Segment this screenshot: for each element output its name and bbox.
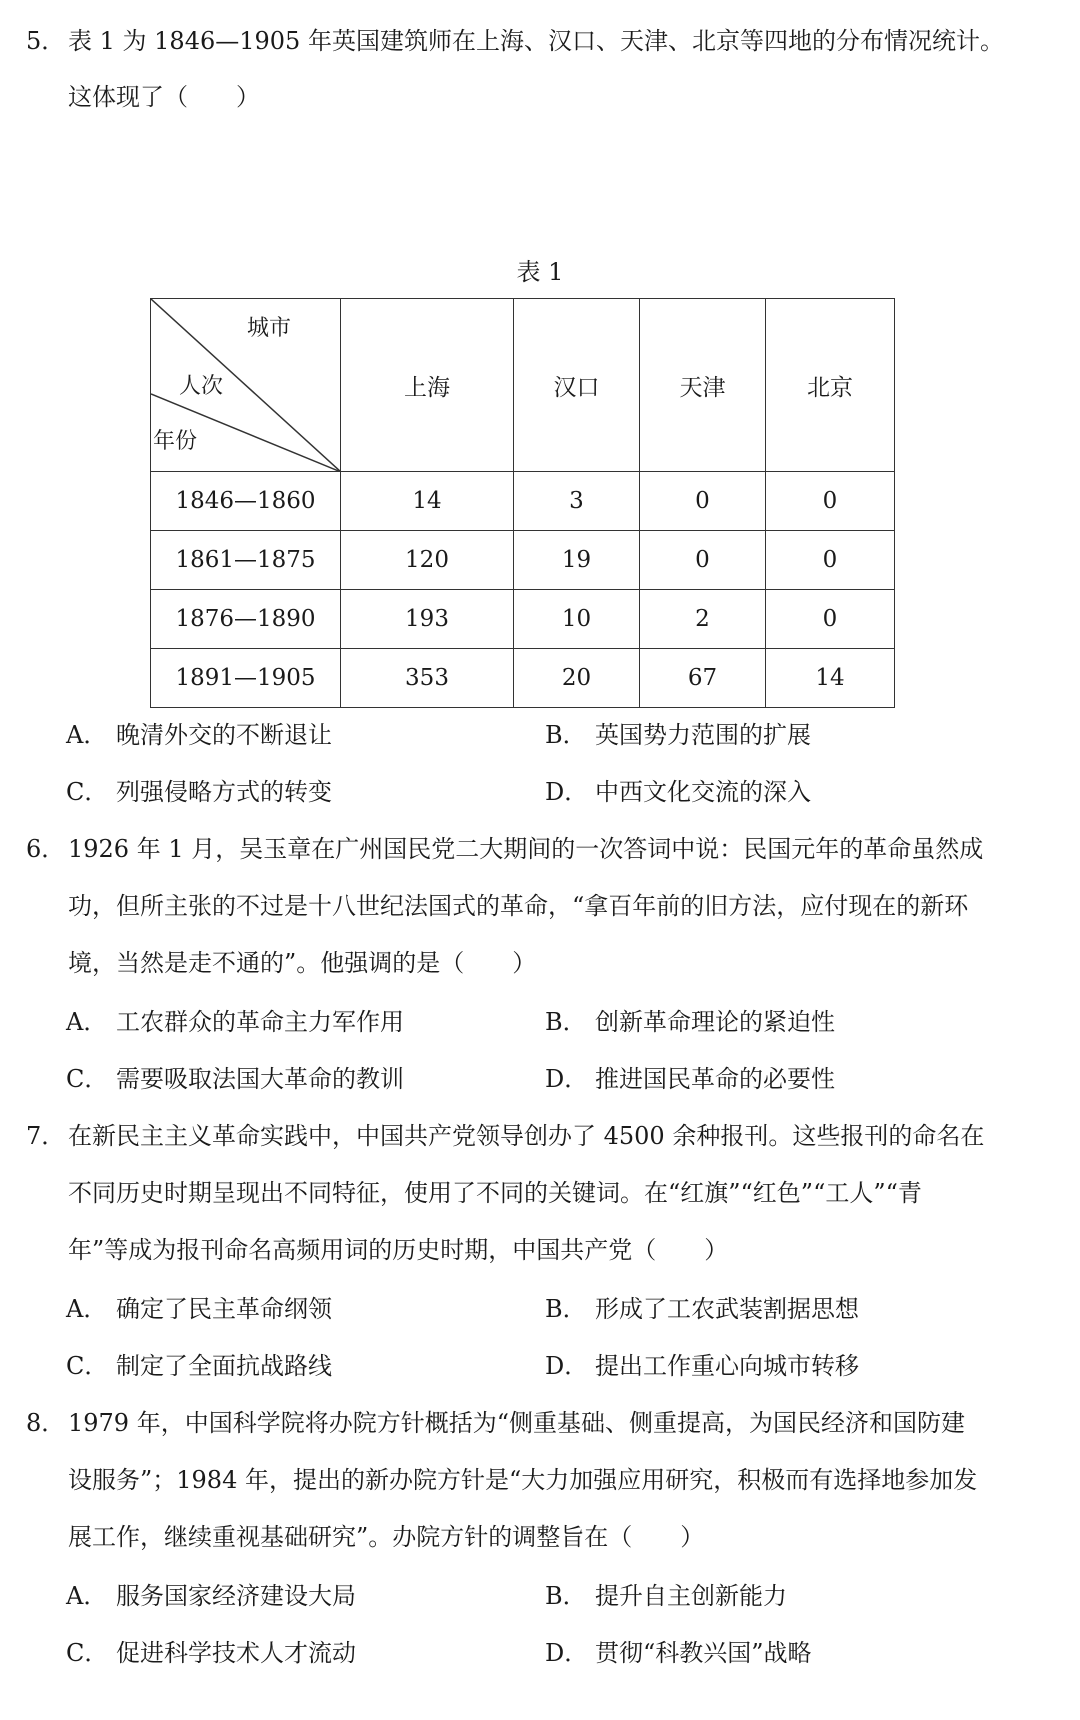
q6-option-d <box>545 1062 835 1096</box>
corner-label-count: 人次 <box>179 374 224 399</box>
corner-label-year: 年份 <box>153 429 198 454</box>
table-cell: 14 <box>766 649 895 708</box>
option-text: 列强侵略方式的转变 <box>116 778 332 806</box>
option-letter: A． <box>66 1008 108 1036</box>
table-header-row <box>151 299 895 472</box>
table-cell: 193 <box>341 590 514 649</box>
q5-stem-text-1: 表 1 为 1846—1905 年英国建筑师在上海、汉口、天津、北京等四地的分布情况统计。 <box>68 27 1004 55</box>
q7-number: 7． <box>26 1122 66 1150</box>
table-cell: 20 <box>514 649 640 708</box>
table-cell: 3 <box>514 472 640 531</box>
q8-stem-line3: 展工作，继续重视基础研究”。办院方针的调整旨在（ ） <box>68 1523 705 1551</box>
q5-option-a <box>66 718 332 752</box>
table-cell: 0 <box>766 590 895 649</box>
table-row <box>151 531 895 590</box>
q8-stem-text-1: 1979 年，中国科学院将办院方针概括为“侧重基础、侧重提高，为国民经济和国防建 <box>68 1409 965 1437</box>
q5-option-d <box>545 775 811 809</box>
table-cell: 0 <box>766 472 895 531</box>
option-letter: B． <box>545 721 587 749</box>
option-text: 中西文化交流的深入 <box>595 778 811 806</box>
table-cell: 0 <box>766 531 895 590</box>
data-table <box>150 298 895 708</box>
option-text: 英国势力范围的扩展 <box>595 721 811 749</box>
column-header: 北京 <box>766 299 895 472</box>
table-cell: 2 <box>640 590 766 649</box>
row-period: 1861—1875 <box>151 531 341 590</box>
option-letter: A． <box>66 721 108 749</box>
q7-stem-text-1: 在新民主主义革命实践中，中国共产党领导创办了 4500 余种报刊。这些报刊的命名在 <box>68 1122 985 1150</box>
q6-stem-text-1: 1926 年 1 月，吴玉章在广州国民党二大期间的一次答词中说：民国元年的革命虽然成 <box>68 835 984 863</box>
q8-option-d <box>545 1636 812 1670</box>
table-corner-cell <box>151 299 341 472</box>
q8-stem-line2: 设服务”；1984 年，提出的新办院方针是“大力加强应用研究，积极而有选择地参加发 <box>68 1466 978 1494</box>
option-letter: D． <box>545 1352 589 1380</box>
q8-option-c <box>66 1636 356 1670</box>
row-period: 1846—1860 <box>151 472 341 531</box>
q6-number: 6． <box>26 835 66 863</box>
table-cell: 120 <box>341 531 514 590</box>
row-period: 1891—1905 <box>151 649 341 708</box>
q6-stem-line3: 境，当然是走不通的”。他强调的是（ ） <box>68 949 537 977</box>
option-letter: D． <box>545 778 589 806</box>
option-letter: C． <box>66 1065 109 1093</box>
q5-option-b <box>545 718 811 752</box>
option-text: 服务国家经济建设大局 <box>116 1582 356 1610</box>
table-row <box>151 472 895 531</box>
q5-stem-line1 <box>26 24 1004 58</box>
option-text: 贯彻“科教兴国”战略 <box>595 1639 812 1667</box>
q8-stem-line1 <box>26 1406 965 1440</box>
table-cell: 14 <box>341 472 514 531</box>
column-header: 汉口 <box>514 299 640 472</box>
corner-label-city: 城市 <box>247 316 292 341</box>
q5-stem-line2: 这体现了（ ） <box>68 83 260 111</box>
q7-option-b <box>545 1292 859 1326</box>
option-text: 确定了民主革命纲领 <box>116 1295 332 1323</box>
q6-option-a <box>66 1005 404 1039</box>
q5-number: 5． <box>26 27 66 55</box>
table-cell: 0 <box>640 472 766 531</box>
table-cell: 67 <box>640 649 766 708</box>
q7-option-d <box>545 1349 859 1383</box>
option-letter: B． <box>545 1582 587 1610</box>
q7-option-a <box>66 1292 332 1326</box>
table-cell: 10 <box>514 590 640 649</box>
option-letter: C． <box>66 778 109 806</box>
option-text: 提升自主创新能力 <box>595 1582 787 1610</box>
option-text: 制定了全面抗战路线 <box>116 1352 332 1380</box>
q7-stem-line1 <box>26 1119 984 1153</box>
q8-option-b <box>545 1579 787 1613</box>
table-row <box>151 649 895 708</box>
option-text: 需要吸取法国大革命的教训 <box>116 1065 404 1093</box>
column-header: 上海 <box>341 299 514 472</box>
option-letter: A． <box>66 1295 108 1323</box>
q6-stem-line1 <box>26 832 983 866</box>
q5-option-c <box>66 775 332 809</box>
option-text: 促进科学技术人才流动 <box>116 1639 356 1667</box>
q6-option-b <box>545 1005 835 1039</box>
table-cell: 353 <box>341 649 514 708</box>
q7-option-c <box>66 1349 332 1383</box>
q7-stem-line2: 不同历史时期呈现出不同特征，使用了不同的关键词。在“红旗”“红色”“工人”“青 <box>68 1179 922 1207</box>
table-cell: 0 <box>640 531 766 590</box>
option-letter: D． <box>545 1639 589 1667</box>
option-text: 形成了工农武装割据思想 <box>595 1295 859 1323</box>
option-letter: C． <box>66 1639 109 1667</box>
q8-option-a <box>66 1579 356 1613</box>
option-text: 工农群众的革命主力军作用 <box>116 1008 404 1036</box>
option-text: 晚清外交的不断退让 <box>116 721 332 749</box>
table-row <box>151 590 895 649</box>
option-text: 创新革命理论的紧迫性 <box>595 1008 835 1036</box>
option-letter: D． <box>545 1065 589 1093</box>
row-period: 1876—1890 <box>151 590 341 649</box>
option-text: 提出工作重心向城市转移 <box>595 1352 859 1380</box>
option-text: 推进国民革命的必要性 <box>595 1065 835 1093</box>
q7-stem-line3: 年”等成为报刊命名高频用词的历史时期，中国共产党（ ） <box>68 1236 729 1264</box>
option-letter: A． <box>66 1582 108 1610</box>
option-letter: B． <box>545 1295 587 1323</box>
column-header: 天津 <box>640 299 766 472</box>
q6-option-c <box>66 1062 404 1096</box>
q8-number: 8． <box>26 1409 66 1437</box>
table-caption: 表 1 <box>516 258 564 286</box>
q6-stem-line2: 功，但所主张的不过是十八世纪法国式的革命，“拿百年前的旧方法，应付现在的新环 <box>68 892 969 920</box>
table-cell: 19 <box>514 531 640 590</box>
option-letter: C． <box>66 1352 109 1380</box>
option-letter: B． <box>545 1008 587 1036</box>
